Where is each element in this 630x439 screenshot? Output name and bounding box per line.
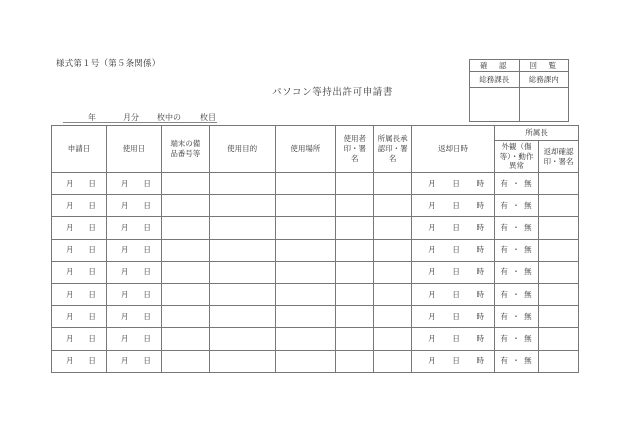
device-number-cell[interactable] bbox=[161, 195, 209, 217]
purpose-cell[interactable] bbox=[209, 328, 275, 350]
header-damage-check bbox=[494, 141, 538, 173]
damage-check-cell[interactable] bbox=[494, 283, 538, 305]
purpose-cell[interactable] bbox=[209, 173, 275, 195]
manager-approval-cell[interactable] bbox=[374, 195, 412, 217]
purpose-cell[interactable] bbox=[209, 306, 275, 328]
location-cell[interactable] bbox=[275, 173, 336, 195]
day-label: 日 bbox=[452, 334, 460, 344]
day-label: 日 bbox=[143, 334, 151, 344]
month-label: 月 bbox=[120, 200, 129, 210]
use-date-cell[interactable] bbox=[106, 239, 161, 261]
application-date-cell[interactable] bbox=[52, 350, 107, 372]
manager-approval-cell[interactable] bbox=[374, 306, 412, 328]
month-label: 月 bbox=[66, 178, 74, 188]
hour-label: 時 bbox=[476, 334, 484, 344]
general-affairs-staff-label: 総務課内 bbox=[519, 72, 569, 88]
month-label: 月 bbox=[120, 334, 129, 344]
return-datetime-cell[interactable] bbox=[412, 261, 495, 283]
day-label: 日 bbox=[143, 289, 151, 299]
return-confirm-cell[interactable] bbox=[538, 283, 578, 305]
header-user-seal bbox=[336, 126, 374, 173]
day-label: 日 bbox=[88, 334, 96, 344]
application-date-cell[interactable] bbox=[52, 173, 107, 195]
purpose-cell[interactable] bbox=[209, 350, 275, 372]
day-label: 日 bbox=[143, 178, 151, 188]
manager-approval-cell[interactable] bbox=[374, 239, 412, 261]
day-label: 日 bbox=[143, 356, 151, 366]
hour-label: 時 bbox=[476, 200, 484, 210]
month-label: 月 bbox=[66, 200, 74, 210]
damage-check-cell[interactable] bbox=[494, 261, 538, 283]
user-seal-cell[interactable] bbox=[336, 195, 374, 217]
return-datetime-cell[interactable] bbox=[412, 195, 495, 217]
user-seal-cell[interactable] bbox=[336, 283, 374, 305]
manager-approval-cell[interactable] bbox=[374, 217, 412, 239]
device-number-cell[interactable] bbox=[161, 239, 209, 261]
return-confirm-cell[interactable] bbox=[538, 261, 578, 283]
hour-label: 時 bbox=[476, 178, 484, 188]
month-label: 月 bbox=[428, 245, 436, 255]
return-confirm-cell[interactable] bbox=[538, 328, 578, 350]
day-label: 日 bbox=[452, 245, 460, 255]
day-label: 日 bbox=[452, 267, 460, 277]
return-confirm-cell[interactable] bbox=[538, 217, 578, 239]
month-label: 月 bbox=[428, 223, 436, 233]
purpose-cell[interactable] bbox=[209, 239, 275, 261]
day-label: 日 bbox=[88, 311, 96, 321]
yes-no-choice[interactable]: 有 ・ 無 bbox=[500, 178, 533, 188]
day-label: 日 bbox=[88, 200, 96, 210]
device-number-cell[interactable] bbox=[161, 350, 209, 372]
month-label: 月 bbox=[120, 245, 129, 255]
hour-label: 時 bbox=[476, 289, 484, 299]
form-number: 様式第１号（第５条関係） bbox=[56, 59, 161, 69]
month-label: 月 bbox=[120, 289, 129, 299]
return-confirm-cell[interactable] bbox=[538, 350, 578, 372]
hour-label: 時 bbox=[476, 356, 484, 366]
hour-label: 時 bbox=[476, 267, 484, 277]
manager-approval-cell[interactable] bbox=[374, 261, 412, 283]
month-label: 月 bbox=[66, 289, 74, 299]
document-title: パソコン等持出許可申請書 bbox=[272, 87, 394, 98]
return-confirm-cell[interactable] bbox=[538, 239, 578, 261]
return-datetime-cell[interactable] bbox=[412, 306, 495, 328]
month-label: 月 bbox=[120, 356, 129, 366]
month-label: 月 bbox=[428, 356, 436, 366]
manager-approval-cell[interactable] bbox=[374, 173, 412, 195]
month-label: 月 bbox=[66, 245, 74, 255]
application-date-cell[interactable] bbox=[52, 328, 107, 350]
use-date-cell[interactable] bbox=[106, 350, 161, 372]
table-row bbox=[52, 261, 579, 283]
return-datetime-cell[interactable] bbox=[412, 239, 495, 261]
day-label: 日 bbox=[143, 245, 151, 255]
month-label: 月 bbox=[66, 223, 74, 233]
use-date-cell[interactable] bbox=[106, 328, 161, 350]
return-datetime-cell[interactable] bbox=[412, 217, 495, 239]
yes-no-choice[interactable]: 有 ・ 無 bbox=[500, 245, 533, 255]
location-cell[interactable] bbox=[275, 328, 336, 350]
hour-label: 時 bbox=[476, 245, 484, 255]
month-label: 月 bbox=[120, 223, 129, 233]
header-return-datetime: 返却日時 bbox=[412, 126, 495, 173]
header-device-number-text: 端末の備品番号等 bbox=[170, 139, 201, 158]
device-number-cell[interactable] bbox=[161, 306, 209, 328]
user-seal-cell[interactable] bbox=[336, 306, 374, 328]
day-label: 日 bbox=[143, 200, 151, 210]
yes-no-choice[interactable]: 有 ・ 無 bbox=[500, 223, 533, 233]
month-label: 月 bbox=[120, 311, 129, 321]
location-cell[interactable] bbox=[275, 350, 336, 372]
header-damage-check-text: 外観（傷等）・動作異常 bbox=[499, 141, 534, 171]
return-confirm-cell[interactable] bbox=[538, 195, 578, 217]
purpose-cell[interactable] bbox=[209, 261, 275, 283]
month-label: 月 bbox=[428, 267, 436, 277]
circulation-header: 回 覧 bbox=[519, 60, 569, 72]
table-row bbox=[52, 217, 579, 239]
header-use-date: 使用日 bbox=[106, 126, 161, 173]
period-line[interactable] bbox=[63, 112, 217, 123]
day-label: 日 bbox=[143, 267, 151, 277]
return-datetime-cell[interactable] bbox=[412, 283, 495, 305]
user-seal-cell[interactable] bbox=[336, 173, 374, 195]
day-label: 日 bbox=[452, 356, 460, 366]
purpose-cell[interactable] bbox=[209, 195, 275, 217]
period-month-label: 月分 bbox=[123, 113, 139, 122]
damage-check-cell[interactable] bbox=[494, 306, 538, 328]
use-date-cell[interactable] bbox=[106, 261, 161, 283]
purpose-cell[interactable] bbox=[209, 283, 275, 305]
table-row bbox=[52, 306, 579, 328]
day-label: 日 bbox=[88, 223, 96, 233]
period-year-label: 年 bbox=[88, 113, 96, 122]
yes-no-choice[interactable]: 有 ・ 無 bbox=[500, 200, 533, 210]
damage-check-cell[interactable] bbox=[494, 350, 538, 372]
manager-approval-cell[interactable] bbox=[374, 328, 412, 350]
device-number-cell[interactable] bbox=[161, 328, 209, 350]
header-manager-approval-text: 所属長承認印・署名 bbox=[377, 134, 408, 163]
day-label: 日 bbox=[452, 178, 460, 188]
confirmation-box bbox=[469, 59, 569, 122]
use-date-cell[interactable] bbox=[106, 173, 161, 195]
day-label: 日 bbox=[88, 245, 96, 255]
yes-no-choice[interactable]: 有 ・ 無 bbox=[500, 289, 533, 299]
return-datetime-cell[interactable] bbox=[412, 328, 495, 350]
user-seal-cell[interactable] bbox=[336, 217, 374, 239]
damage-check-cell[interactable] bbox=[494, 173, 538, 195]
month-label: 月 bbox=[428, 200, 436, 210]
device-number-cell[interactable] bbox=[161, 217, 209, 239]
general-affairs-manager-label: 総務課長 bbox=[470, 72, 520, 88]
purpose-cell[interactable] bbox=[209, 217, 275, 239]
application-date-cell[interactable] bbox=[52, 195, 107, 217]
use-date-cell[interactable] bbox=[106, 217, 161, 239]
month-label: 月 bbox=[428, 334, 436, 344]
damage-check-cell[interactable] bbox=[494, 217, 538, 239]
yes-no-choice[interactable]: 有 ・ 無 bbox=[500, 356, 533, 366]
location-cell[interactable] bbox=[275, 283, 336, 305]
table-row bbox=[52, 173, 579, 195]
month-label: 月 bbox=[428, 178, 436, 188]
use-date-cell[interactable] bbox=[106, 195, 161, 217]
day-label: 日 bbox=[88, 178, 96, 188]
table-row bbox=[52, 350, 579, 372]
staff-seal-field[interactable] bbox=[519, 88, 569, 122]
header-return-confirm bbox=[538, 141, 578, 173]
hour-label: 時 bbox=[476, 223, 484, 233]
hour-label: 時 bbox=[476, 311, 484, 321]
table-row bbox=[52, 328, 579, 350]
header-location: 使用場所 bbox=[275, 126, 336, 173]
yes-no-choice[interactable]: 有 ・ 無 bbox=[500, 311, 533, 321]
user-seal-cell[interactable] bbox=[336, 239, 374, 261]
location-cell[interactable] bbox=[275, 195, 336, 217]
location-cell[interactable] bbox=[275, 217, 336, 239]
manager-approval-cell[interactable] bbox=[374, 283, 412, 305]
month-label: 月 bbox=[66, 356, 74, 366]
day-label: 日 bbox=[143, 223, 151, 233]
month-label: 月 bbox=[66, 334, 74, 344]
device-number-cell[interactable] bbox=[161, 283, 209, 305]
user-seal-cell[interactable] bbox=[336, 350, 374, 372]
location-cell[interactable] bbox=[275, 239, 336, 261]
period-sheets-of-label: 枚中の bbox=[157, 113, 181, 122]
month-label: 月 bbox=[66, 311, 74, 321]
return-datetime-cell[interactable] bbox=[412, 350, 495, 372]
month-label: 月 bbox=[428, 289, 436, 299]
month-label: 月 bbox=[120, 178, 129, 188]
header-user-seal-text: 使用者印・署名 bbox=[343, 134, 366, 163]
header-application-date: 申請日 bbox=[52, 126, 107, 173]
user-seal-cell[interactable] bbox=[336, 328, 374, 350]
return-confirm-cell[interactable] bbox=[538, 173, 578, 195]
application-date-cell[interactable] bbox=[52, 239, 107, 261]
table-row bbox=[52, 239, 579, 261]
location-cell[interactable] bbox=[275, 306, 336, 328]
request-table bbox=[51, 125, 579, 373]
location-cell[interactable] bbox=[275, 261, 336, 283]
month-label: 月 bbox=[120, 267, 129, 277]
header-purpose: 使用目的 bbox=[209, 126, 275, 173]
user-seal-cell[interactable] bbox=[336, 261, 374, 283]
day-label: 日 bbox=[452, 223, 460, 233]
month-label: 月 bbox=[428, 311, 436, 321]
period-sheet-no-label: 枚目 bbox=[200, 113, 216, 122]
application-date-cell[interactable] bbox=[52, 261, 107, 283]
table-row bbox=[52, 195, 579, 217]
return-confirm-cell[interactable] bbox=[538, 306, 578, 328]
header-manager-approval bbox=[374, 126, 412, 173]
day-label: 日 bbox=[88, 267, 96, 277]
use-date-cell[interactable] bbox=[106, 306, 161, 328]
manager-approval-cell[interactable] bbox=[374, 350, 412, 372]
device-number-cell[interactable] bbox=[161, 173, 209, 195]
use-date-cell[interactable] bbox=[106, 283, 161, 305]
header-device-number bbox=[161, 126, 209, 173]
day-label: 日 bbox=[143, 311, 151, 321]
damage-check-cell[interactable] bbox=[494, 239, 538, 261]
day-label: 日 bbox=[452, 289, 460, 299]
yes-no-choice[interactable]: 有 ・ 無 bbox=[500, 334, 533, 344]
application-date-cell[interactable] bbox=[52, 306, 107, 328]
return-datetime-cell[interactable] bbox=[412, 173, 495, 195]
damage-check-cell[interactable] bbox=[494, 195, 538, 217]
table-row bbox=[52, 283, 579, 305]
application-date-cell[interactable] bbox=[52, 217, 107, 239]
header-manager-group: 所属長 bbox=[494, 126, 578, 141]
day-label: 日 bbox=[88, 356, 96, 366]
manager-seal-field[interactable] bbox=[470, 88, 520, 122]
day-label: 日 bbox=[452, 200, 460, 210]
yes-no-choice[interactable]: 有 ・ 無 bbox=[500, 267, 533, 277]
day-label: 日 bbox=[88, 289, 96, 299]
day-label: 日 bbox=[452, 311, 460, 321]
application-date-cell[interactable] bbox=[52, 283, 107, 305]
confirm-header: 確 認 bbox=[470, 60, 520, 72]
month-label: 月 bbox=[66, 267, 74, 277]
damage-check-cell[interactable] bbox=[494, 328, 538, 350]
header-return-confirm-text: 返却確認印・署名 bbox=[543, 146, 574, 166]
device-number-cell[interactable] bbox=[161, 261, 209, 283]
